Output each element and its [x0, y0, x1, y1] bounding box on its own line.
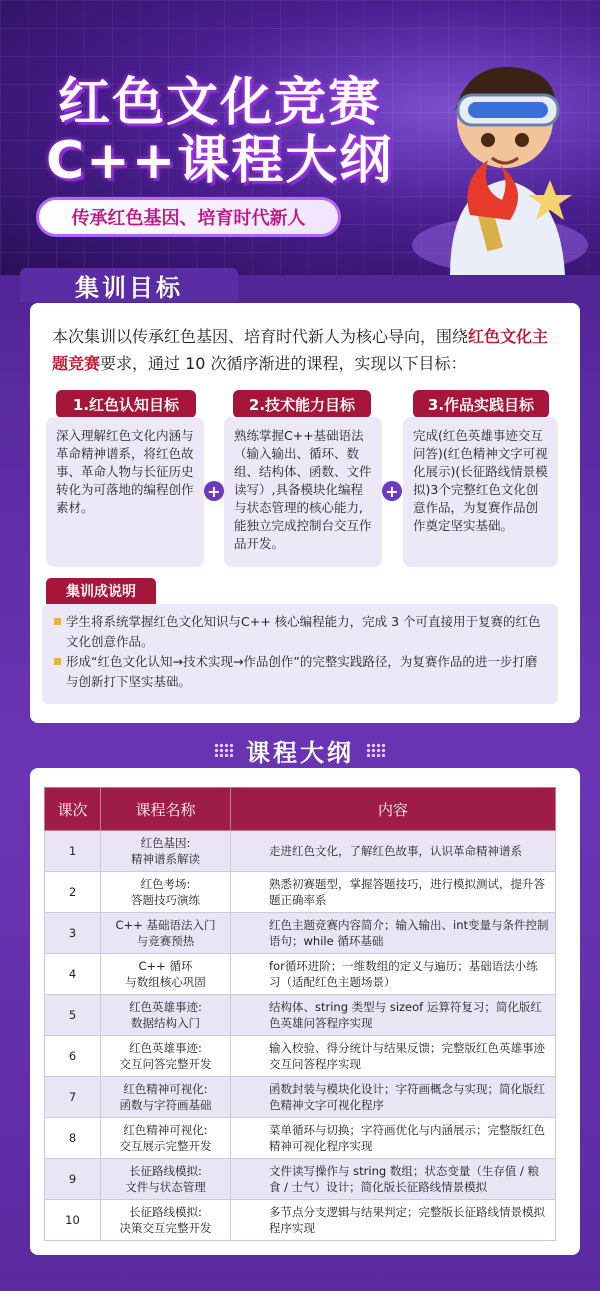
dots-decoration-icon	[214, 743, 234, 757]
lesson-name-line2: 答题技巧演练	[131, 893, 200, 907]
lesson-name-line2: 与竞赛预热	[136, 934, 195, 948]
lesson-name	[101, 913, 231, 954]
table-row	[45, 954, 556, 995]
goal-2-title: 2.技术能力目标	[233, 390, 371, 418]
intro-highlight: 红色文化主题竞赛	[52, 327, 549, 373]
lesson-name-line1: C++ 基础语法入门	[115, 918, 216, 932]
lesson-content: 输入校验、得分统计与结果反馈；完整版红色英雄事迹交互问答程序实现	[231, 1036, 556, 1077]
lesson-name	[101, 1200, 231, 1241]
results-item: 形成“红色文化认知→技术实现→作品创作”的完整实践路径，为复赛作品的进一步打磨与创新打下坚实基础。	[54, 652, 546, 692]
lesson-name-line2: 数据结构入门	[131, 1016, 200, 1030]
goal-3-title: 3.作品实践目标	[413, 390, 549, 418]
lesson-name	[101, 872, 231, 913]
hero-boy-vr-illustration	[410, 40, 590, 275]
lesson-name-line2: 交互问答完整开发	[119, 1057, 212, 1071]
lesson-name-line1: 红色英雄事迹:	[129, 1000, 202, 1014]
plus-icon: +	[382, 481, 402, 501]
lesson-no: 5	[45, 995, 101, 1036]
lesson-name-line1: C++ 循环	[138, 959, 193, 973]
course-heading-bar	[0, 732, 600, 768]
lesson-name-line2: 交互展示完整开发	[119, 1139, 212, 1153]
table-header-row	[45, 788, 556, 831]
lesson-name	[101, 1036, 231, 1077]
lesson-name-line2: 决策交互完整开发	[119, 1221, 212, 1235]
goals-intro	[52, 323, 562, 377]
table-row	[45, 1036, 556, 1077]
lesson-name-line1: 长征路线模拟:	[129, 1205, 202, 1219]
intro-text-1: 本次集训以传承红色基因、培育时代新人为核心导向，围绕	[52, 327, 469, 346]
results-item: 学生将系统掌握红色文化知识与C++ 核心编程能力，完成 3 个可直接用于复赛的红色文化创意作品。	[54, 612, 546, 652]
lesson-content: for循环进阶；一维数组的定义与遍历；基础语法小练习（适配红色主题场景）	[231, 954, 556, 995]
table-row	[45, 1159, 556, 1200]
table-row	[45, 872, 556, 913]
goal-3-text: 完成(红色英雄事迹交互问答)(红色精神文字可视化展示)(长征路线情景模拟)3个完整红色文化创意作品，为复赛作品创作奠定坚实基础。	[403, 417, 558, 567]
table-row	[45, 1118, 556, 1159]
lesson-no: 6	[45, 1036, 101, 1077]
course-heading: 课程大纲	[246, 738, 354, 767]
lesson-no: 2	[45, 872, 101, 913]
table-row	[45, 831, 556, 872]
lesson-content: 结构体、string 类型与 sizeof 运算符复习；简化版红色英雄问答程序实现	[231, 995, 556, 1036]
col-header-content: 内容	[231, 788, 556, 831]
table-row	[45, 995, 556, 1036]
hero-banner	[0, 0, 600, 275]
plus-icon: +	[204, 481, 224, 501]
table-row	[45, 913, 556, 954]
lesson-content: 走进红色文化，了解红色故事，认识革命精神谱系	[231, 831, 556, 872]
lesson-no: 8	[45, 1118, 101, 1159]
lesson-no: 1	[45, 831, 101, 872]
lesson-name-line2: 函数与字符画基础	[119, 1098, 212, 1112]
lesson-no: 3	[45, 913, 101, 954]
lesson-name-line2: 与数组核心巩固	[125, 975, 206, 989]
lesson-no: 9	[45, 1159, 101, 1200]
intro-text-2: 要求，通过 10 次循序渐进的课程，实现以下目标：	[100, 354, 467, 373]
lesson-name-line1: 长征路线模拟:	[129, 1164, 202, 1178]
lesson-content: 红色主题竞赛内容简介；输入输出、int变量与条件控制语句；while 循环基础	[231, 913, 556, 954]
lesson-name	[101, 1118, 231, 1159]
lesson-no: 4	[45, 954, 101, 995]
lesson-name-line1: 红色精神可视化:	[123, 1123, 208, 1137]
goal-1-title: 1.红色认知目标	[56, 390, 196, 418]
course-table	[44, 787, 556, 1241]
lesson-no: 10	[45, 1200, 101, 1241]
goals-heading: 集训目标	[20, 268, 238, 302]
lesson-name-line2: 文件与状态管理	[125, 1180, 206, 1194]
table-row	[45, 1200, 556, 1241]
lesson-name-line1: 红色精神可视化:	[123, 1082, 208, 1096]
table-row	[45, 1077, 556, 1118]
lesson-name	[101, 954, 231, 995]
lesson-name-line1: 红色考场:	[140, 877, 191, 891]
goal-1-text: 深入理解红色文化内涵与革命精神谱系，将红色故事、革命人物与长征历史转化为可落地的编程创作素材。	[46, 417, 204, 567]
results-box	[42, 604, 558, 704]
hero-slogan: 传承红色基因、培育时代新人	[36, 197, 341, 237]
lesson-no: 7	[45, 1077, 101, 1118]
goal-2-text: 熟练掌握C++基础语法（输入输出、循环、数组、结构体、函数、文件读写）,具备模块化编程与状态管理的核心能力,能独立完成控制台交互作品开发。	[224, 417, 382, 567]
lesson-content: 多节点分支逻辑与结果判定；完整版长征路线情景模拟程序实现	[231, 1200, 556, 1241]
hero-title-line1: 红色文化竞赛	[58, 73, 383, 133]
hero-title-line2: C++课程大纲	[46, 131, 394, 191]
results-title: 集训成说明	[46, 578, 156, 604]
lesson-name	[101, 831, 231, 872]
col-header-no: 课次	[45, 788, 101, 831]
lesson-name-line1: 红色基因:	[140, 836, 191, 850]
lesson-content: 文件读写操作与 string 数组；状态变量（生存值 / 粮食 / 士气）设计；简化版长征路线情景模拟	[231, 1159, 556, 1200]
lesson-name-line1: 红色英雄事迹:	[129, 1041, 202, 1055]
lesson-name-line2: 精神谱系解读	[131, 852, 200, 866]
dots-decoration-icon	[366, 743, 386, 757]
lesson-name	[101, 1159, 231, 1200]
lesson-content: 熟悉初赛题型，掌握答题技巧，进行模拟测试，提升答题正确率系	[231, 872, 556, 913]
col-header-name: 课程名称	[101, 788, 231, 831]
lesson-name	[101, 995, 231, 1036]
lesson-name	[101, 1077, 231, 1118]
lesson-content: 菜单循环与切换；字符画优化与内涵展示；完整版红色精神可视化程序实现	[231, 1118, 556, 1159]
lesson-content: 函数封装与模块化设计；字符画概念与实现；简化版红色精神文字可视化程序	[231, 1077, 556, 1118]
